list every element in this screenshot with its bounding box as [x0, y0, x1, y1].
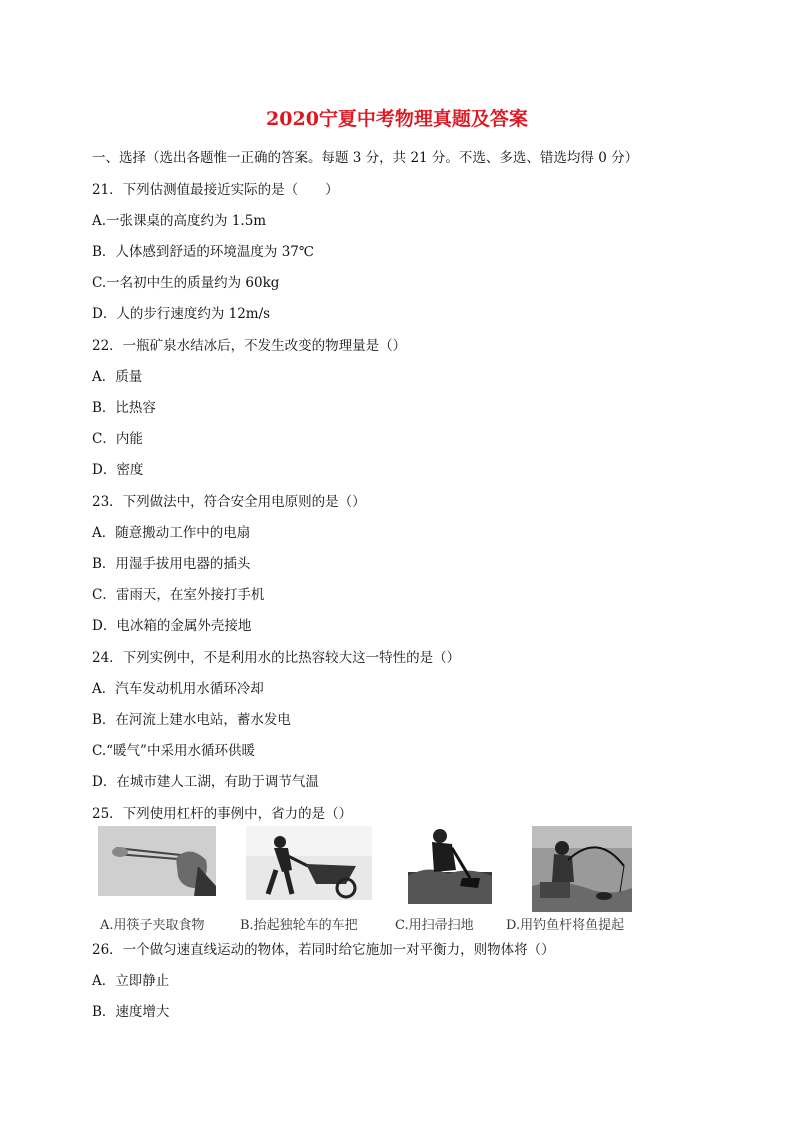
question-24-option-b: B．在河流上建水电站，蓄水发电 [92, 712, 291, 728]
question-23-option-c: C．雷雨天，在室外接打手机 [92, 587, 265, 603]
question-23-option-d: D．电冰箱的金属外壳接地 [92, 618, 252, 634]
figure-caption-b: B.抬起独轮车的车把 [240, 918, 358, 933]
section-heading: 一、选择（选出各题惟一正确的答案。每题 3 分，共 21 分。不选、多选、错选均得 0 分） [92, 150, 639, 166]
question-22-option-b: B．比热容 [92, 400, 156, 416]
question-24-option-d: D．在城市建人工湖，有助于调节气温 [92, 774, 319, 790]
question-22-option-a: A．质量 [92, 369, 143, 385]
figure-caption-a: A.用筷子夹取食物 [100, 918, 205, 933]
question-25-stem: 25．下列使用杠杆的事例中，省力的是（） [92, 806, 353, 822]
question-21-option-a: A.一张课桌的高度约为 1.5m [92, 213, 267, 229]
question-24-option-c: C.“暖气”中采用水循环供暖 [92, 743, 255, 759]
question-26-stem: 26．一个做匀速直线运动的物体，若同时给它施加一对平衡力，则物体将（） [92, 942, 555, 958]
question-24-stem: 24．下列实例中，不是利用水的比热容较大这一特性的是（） [92, 650, 461, 666]
figure-caption-d: D.用钓鱼杆将鱼提起 [506, 918, 625, 933]
page-title: 2020宁夏中考物理真题及答案 [266, 108, 528, 130]
question-23-option-a: A．随意搬动工作中的电扇 [92, 525, 251, 541]
figure-wheelbarrow-image [246, 826, 372, 928]
question-23-option-b: B．用湿手拔用电器的插头 [92, 556, 251, 572]
figure-caption-c: C.用扫帚扫地 [395, 918, 474, 933]
question-24-option-a: A．汽车发动机用水循环冷却 [92, 681, 264, 697]
question-22-stem: 22．一瓶矿泉水结冰后，不发生改变的物理量是（） [92, 338, 407, 354]
question-22-option-d: D．密度 [92, 462, 144, 478]
question-22-option-c: C．内能 [92, 431, 143, 447]
figure-fishing-rod-image [532, 826, 632, 928]
question-21-option-b: B．人体感到舒适的环境温度为 37℃ [92, 244, 314, 260]
question-26-option-b: B．速度增大 [92, 1004, 170, 1020]
question-21-option-d: D．人的步行速度约为 12m/s [92, 306, 271, 322]
figure-broom-image [408, 826, 492, 928]
figure-chopsticks-image [98, 826, 216, 928]
question-23-stem: 23．下列做法中，符合安全用电原则的是（） [92, 494, 366, 510]
question-21-option-c: C.一名初中生的质量约为 60kg [92, 275, 280, 291]
question-26-option-a: A．立即静止 [92, 973, 170, 989]
question-21-stem: 21．下列估测值最接近实际的是（ ） [92, 182, 339, 198]
